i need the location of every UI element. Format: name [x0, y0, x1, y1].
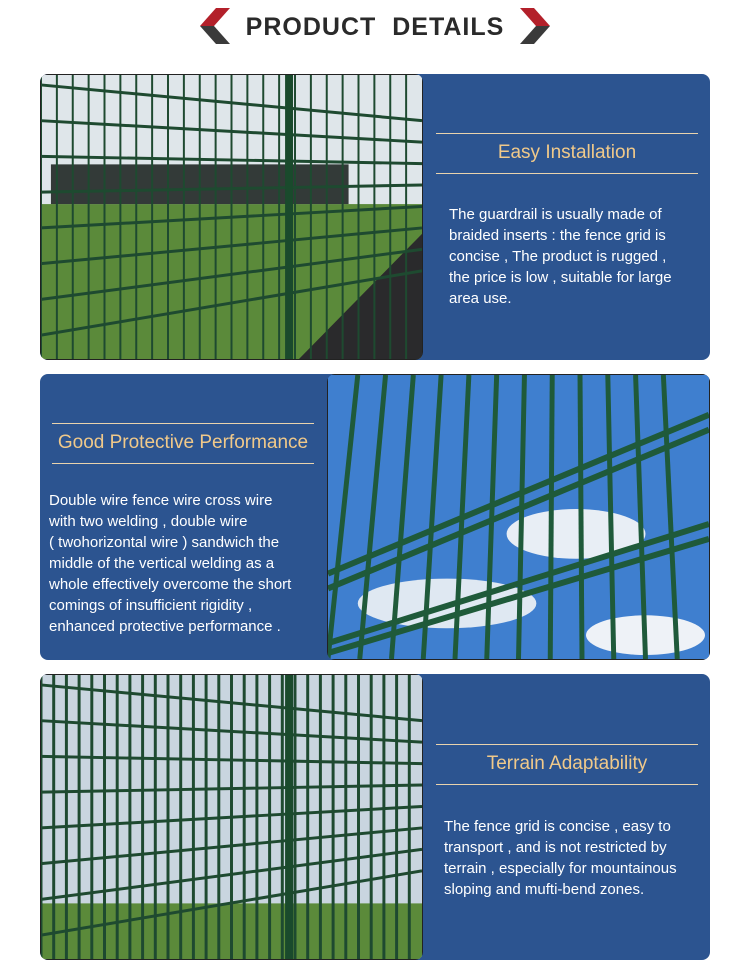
fence-photo-detail: [550, 375, 552, 659]
fence-photo: [40, 674, 423, 960]
chevron-right-icon: [520, 8, 550, 44]
feature-description: The fence grid is concise , easy to transport , and is not restricted by terrain , especially for mountainous sloping and mufti-bend zones.: [444, 818, 677, 898]
fence-photo-detail: [580, 375, 582, 659]
divider: [52, 423, 314, 424]
divider: [436, 173, 698, 174]
feature-card-terrain-adaptability: [40, 674, 710, 960]
feature-title: Good Protective Performance: [57, 432, 309, 453]
divider: [436, 133, 698, 134]
section-header: [0, 0, 750, 55]
feature-card-easy-installation: [40, 74, 710, 360]
feature-description: The guardrail is usually made of braided inserts : the fence grid is concise , The product is rugged , the price is low , suitable for large area use.: [449, 206, 672, 307]
feature-title: Terrain Adaptability: [486, 753, 648, 774]
page-title: PRODUCT DETAILS: [245, 13, 505, 41]
feature-title: Easy Installation: [497, 142, 637, 163]
divider: [52, 463, 314, 464]
divider: [436, 784, 698, 785]
fence-photo: [327, 374, 710, 660]
feature-card-protective-performance: [40, 374, 710, 660]
divider: [436, 744, 698, 745]
feature-description: Double wire fence wire cross wire with two welding , double wire ( twohorizontal wire ) sandwich the middle of the vertical welding as a whole effectively overcome the short comings of insufficient rigidity , enhanced protective performance .: [49, 492, 292, 635]
fence-photo: [40, 74, 423, 360]
